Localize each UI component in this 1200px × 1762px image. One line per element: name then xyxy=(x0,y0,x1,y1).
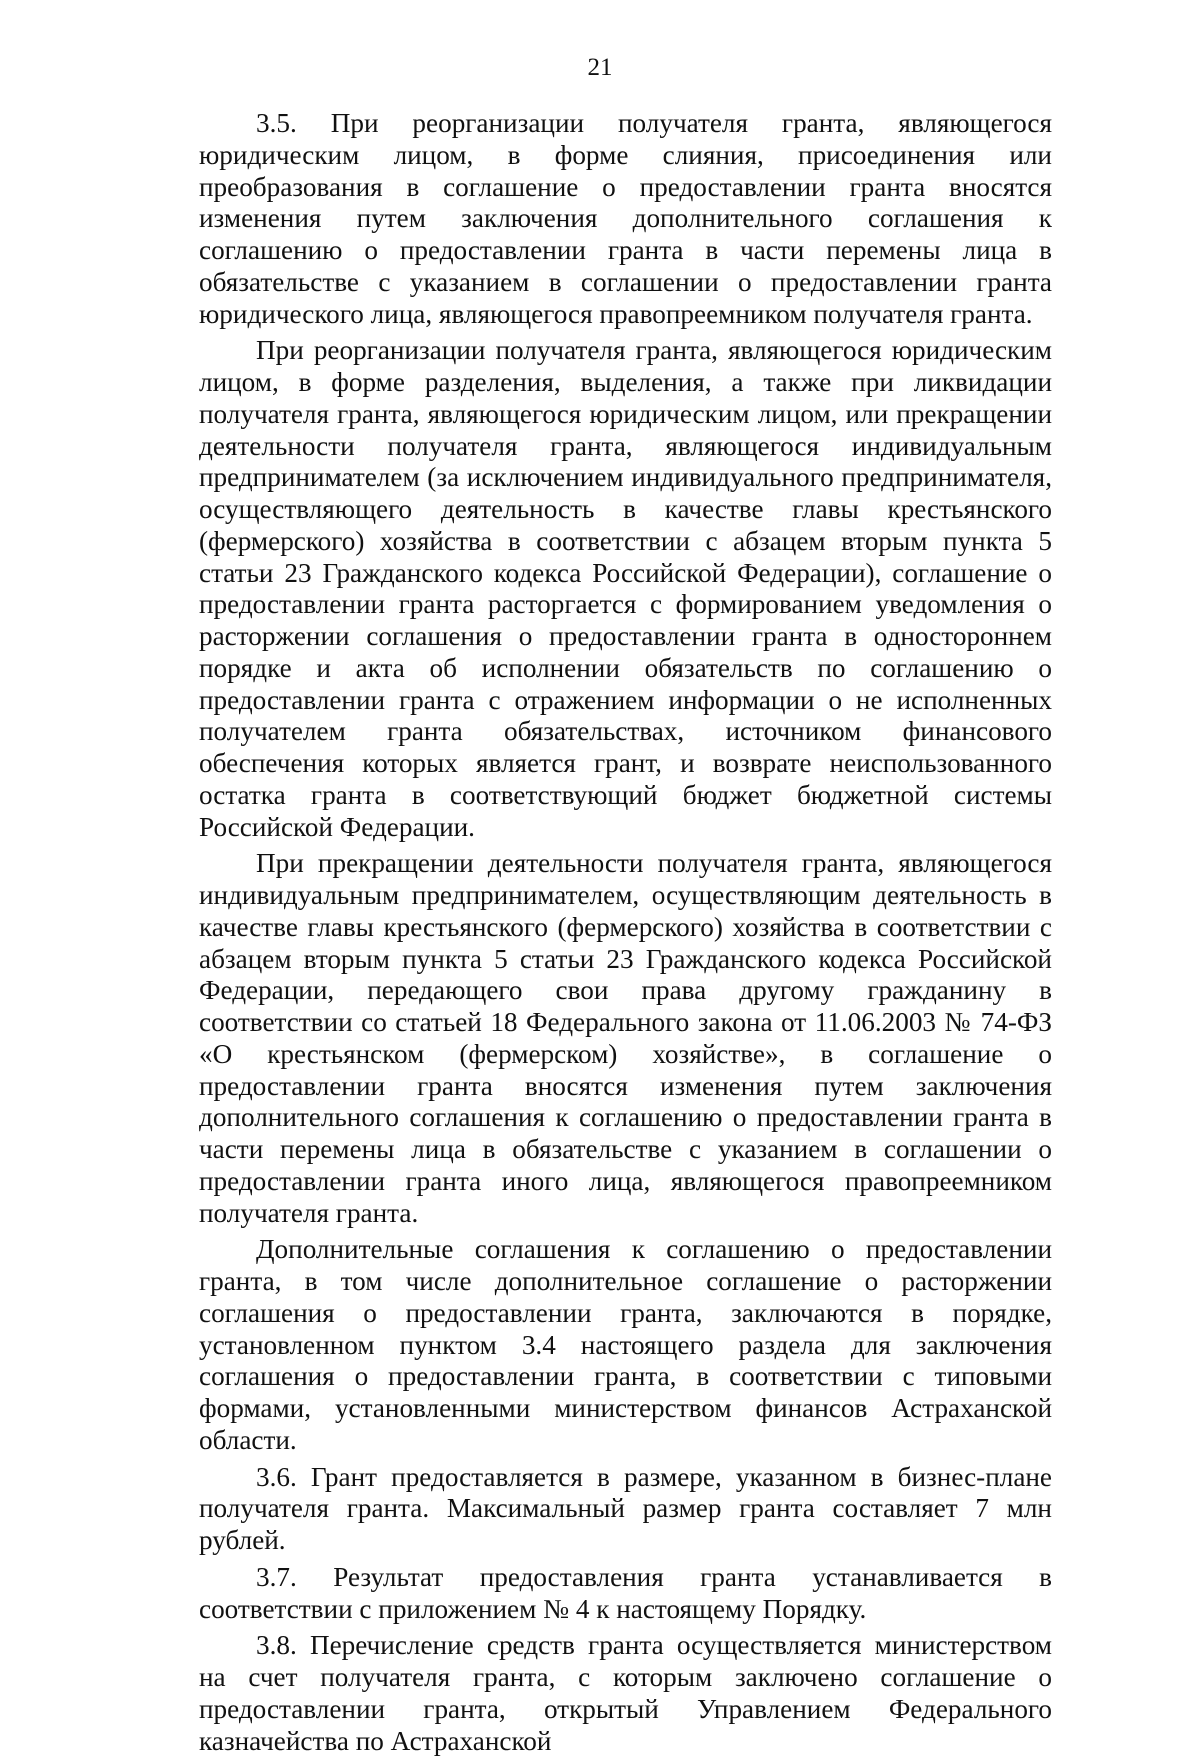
page-number: 21 xyxy=(587,54,613,81)
paragraph-reorganization: При реорганизации получателя гранта, являющегося юридическим лицом, в форме разделения, выделения, а также при ликвидации получателя гранта, являющегося юридическим лицом, или прекращении деятельности получателя гранта, являющегося индивидуальным предпринимателем (за исключением индивидуального предпринимателя, осуществляющего деятельность в качестве главы крестьянского (фермерского) хозяйства в соответствии с абзацем вторым пункта 5 статьи 23 Гражданского кодекса Российской Федерации), соглашение о предоставлении гранта расторгается с формированием уведомления о расторжении соглашения о предоставлении гранта в одностороннем порядке и акта об исполнении обязательств по соглашению о предоставлении гранта с отражением информации о не исполненных получателем гранта обязательствах, источником финансового обеспечения которых является грант, и возврате неиспользованного остатка гранта в соответствующий бюджет бюджетной системы Российской Федерации. xyxy=(199,335,1052,842)
paragraph-termination: При прекращении деятельности получателя гранта, являющегося индивидуальным предпринимателем, осуществляющим деятельность в качестве главы крестьянского (фермерского) хозяйства в соответствии с абзацем вторым пункта 5 статьи 23 Гражданского кодекса Российской Федерации, передающего свои права другому гражданину в соответствии со статьей 18 Федерального закона от 11.06.2003 № 74-ФЗ «О крестьянском (фермерском) хозяйстве», в соглашение о предоставлении гранта вносятся изменения путем заключения дополнительного соглашения к соглашению о предоставлении гранта в части перемены лица в обязательстве с указанием в соглашении о предоставлении гранта иного лица, являющегося правопреемником получателя гранта. xyxy=(199,848,1052,1228)
paragraph-additional-agreements: Дополнительные соглашения к соглашению о предоставлении гранта, в том числе дополнительное соглашение о расторжении соглашения о предоставлении гранта, заключаются в порядке, установленном пунктом 3.4 настоящего раздела для заключения соглашения о предоставлении гранта, в соответствии с типовыми формами, установленными министерством финансов Астраханской области. xyxy=(199,1234,1052,1455)
document-body xyxy=(199,108,1052,1762)
paragraph-3-8: 3.8. Перечисление средств гранта осуществляется министерством на счет получателя гранта, с которым заключено соглашение о предоставлении гранта, открытый Управлением Федерального казначейства по Астраханской xyxy=(199,1630,1052,1756)
paragraph-3-5: 3.5. При реорганизации получателя гранта, являющегося юридическим лицом, в форме слияния, присоединения или преобразования в соглашение о предоставлении гранта вносятся изменения путем заключения дополнительного соглашения к соглашению о предоставлении гранта в части перемены лица в обязательстве с указанием в соглашении о предоставлении гранта юридического лица, являющегося правопреемником получателя гранта. xyxy=(199,108,1052,329)
paragraph-3-7: 3.7. Результат предоставления гранта устанавливается в соответствии с приложением № 4 к настоящему Порядку. xyxy=(199,1561,1052,1624)
paragraph-3-6: 3.6. Грант предоставляется в размере, указанном в бизнес-плане получателя гранта. Максимальный размер гранта составляет 7 млн рублей. xyxy=(199,1461,1052,1555)
